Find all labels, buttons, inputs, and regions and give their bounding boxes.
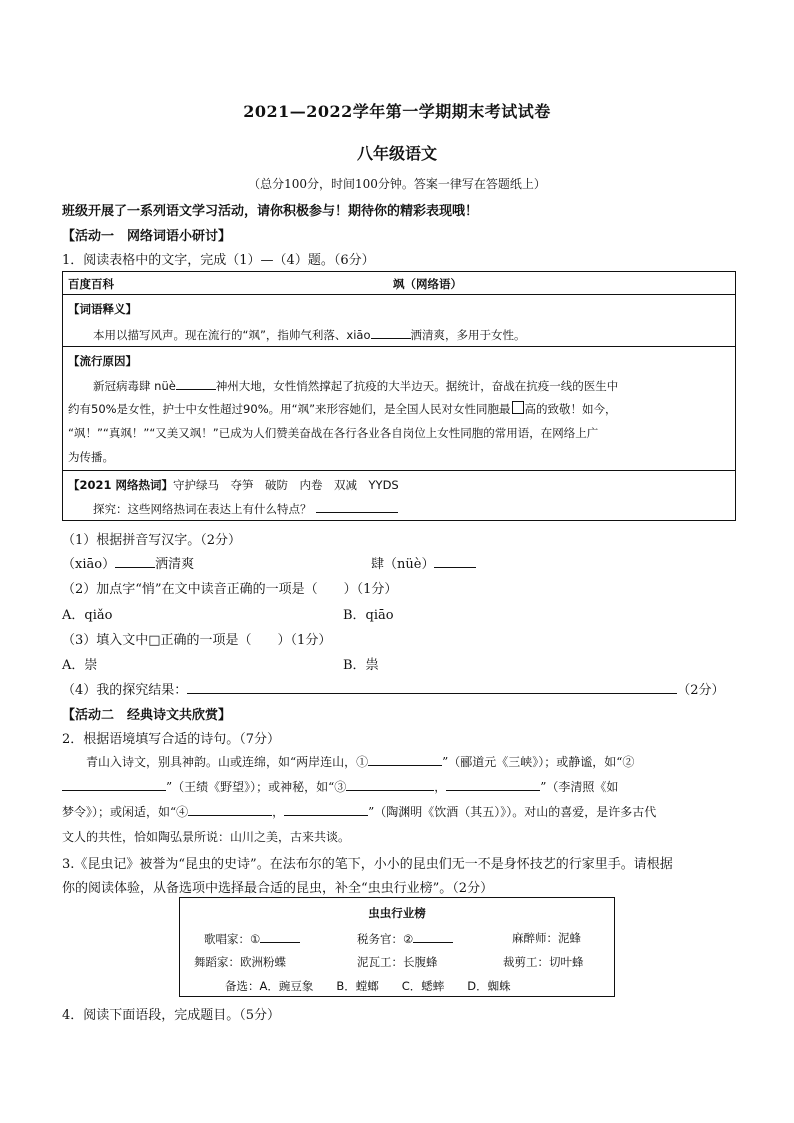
singer-blank[interactable] — [260, 930, 300, 943]
sub-question-1: （1）根据拼音写汉字。（2分） — [62, 533, 242, 548]
ranking-options: 备选：A．豌豆象 B．螳螂 C．蟋蟀 D．蜘蛛 — [225, 979, 511, 993]
poem-blank-1[interactable] — [368, 753, 442, 766]
poem-blank-2[interactable] — [62, 778, 166, 791]
table-hotwords-row — [63, 471, 735, 520]
poem-paragraph-line-1: 青山入诗文，别具神韵。山或连绵，如“两岸连山，① ”（郦道元《三峡》）；或静谧，如“② — [86, 755, 635, 769]
ranking-mason: 泥瓦工：长腹蜂 — [357, 955, 438, 969]
reason-line-4: 为传播。 — [68, 450, 114, 464]
question-1: 1．阅读表格中的文字，完成（1）—（4）题。（6分） — [62, 253, 375, 268]
exam-subtitle: 八年级语文 — [356, 144, 437, 163]
definition-text: 本用以描写风声。现在流行的“飒”，指帅气利落、xiāo 洒清爽，多用于女性。 — [93, 328, 526, 342]
explore-blank[interactable] — [316, 500, 398, 513]
option-2b[interactable]: B．qiāo — [343, 608, 394, 623]
exploration-answer-blank[interactable] — [187, 681, 677, 694]
ranking-singer: 歌唱家：① — [204, 930, 300, 947]
poem-blank-3b[interactable] — [446, 778, 540, 791]
poem-paragraph-line-3: 梦令》）；或闲适，如“④ ， ”（陶渊明《饮酒（其五）》）。对山的喜爱，是许多古代 — [62, 805, 657, 819]
table-reason-row — [63, 347, 735, 471]
explore-line: 探究：这些网络热词在表达上有什么特点？ — [93, 500, 398, 517]
reason-line-1: 新冠病毒肆 nüè 神州大地，女性悄然撑起了抗疫的大半边天。据统计，奋战在抗疫一线的医生中 — [93, 379, 619, 393]
sub-question-1a: （xiāo） 洒清爽 — [62, 557, 195, 572]
missing-char-box — [512, 401, 524, 414]
option-3a[interactable]: A．崇 — [62, 658, 98, 673]
option-3b[interactable]: B．祟 — [343, 658, 379, 673]
activity1-heading: 【活动一 网络词语小研讨】 — [62, 229, 232, 244]
reason-blank[interactable] — [176, 377, 216, 390]
hotwords-line: 【2021 网络热词】守护绿马 夺笋 破防 内卷 双减 YYDS — [68, 478, 399, 492]
question-3-line-2: 你的阅读体验，从备选项中选择最合适的昆虫，补全“虫虫行业榜”。（2分） — [62, 881, 494, 896]
poem-blank-4b[interactable] — [284, 803, 368, 816]
activity2-heading: 【活动二 经典诗文共欣赏】 — [62, 708, 232, 723]
reason-line-2: 约有50%是女性，护士中女性超过90%。用“飒”来形容她们，是全国人民对女性同胞最 高的致敬！如今， — [68, 402, 617, 416]
exam-title: 2021—2022学年第一学期期末考试试卷 — [243, 102, 551, 121]
poem-blank-4a[interactable] — [188, 803, 272, 816]
question-4: 4．阅读下面语段，完成题目。（5分） — [62, 1008, 281, 1023]
ranking-title: 虫虫行业榜 — [368, 906, 426, 920]
sub-question-3: （3）填入文中□正确的一项是（ ）（1分） — [62, 633, 332, 648]
intro-text: 班级开展了一系列语文学习活动，请你积极参与！期待你的精彩表现哦！ — [62, 204, 479, 219]
question-2: 2．根据语境填写合适的诗句。（7分） — [62, 732, 281, 747]
reason-line-3: “飒！”“真飒！”“又美又飒！”已成为人们赞美奋战在各行各业各自岗位上女性同胞的常用语，在网络上广 — [68, 426, 599, 440]
question-3-line-1: 3.《昆虫记》被誉为“昆虫的史诗”。在法布尔的笔下，小小的昆虫们无一不是身怀技艺的行家里手。请根据 — [62, 857, 673, 872]
table-header-row — [63, 272, 735, 295]
ranking-tax-officer: 税务官：② — [357, 930, 453, 947]
sub-question-1b: 肆（nüè） — [371, 553, 476, 572]
ranking-anesthetist: 麻醉师：泥蜂 — [512, 931, 581, 945]
sub-question-4: （4）我的探究结果： （2分） — [62, 683, 725, 698]
option-2a[interactable]: A．qiǎo — [62, 608, 113, 623]
tax-officer-blank[interactable] — [413, 930, 453, 943]
pinyin-blank-1[interactable] — [115, 555, 155, 568]
exam-note: （总分100分，时间100分钟。答案一律写在答题纸上） — [248, 177, 546, 191]
insect-ranking-box — [179, 897, 615, 997]
table-definition-row — [63, 295, 735, 347]
table-col-source: 百度百科 — [68, 277, 114, 291]
sub-question-2: （2）加点字“悄”在文中读音正确的一项是（ ）（1分） — [62, 582, 398, 597]
ranking-dancer: 舞蹈家：欧洲粉蝶 — [194, 955, 286, 969]
poem-paragraph-line-2: ”（王绩《野望》）；或神秘，如“③ ， ”（李清照《如 — [62, 778, 618, 795]
pinyin-blank-2[interactable] — [434, 555, 476, 568]
reason-heading: 【流行原因】 — [68, 354, 137, 368]
ranking-cutter: 裁剪工：切叶蜂 — [503, 955, 584, 969]
table-col-term: 飒（网络语） — [393, 277, 462, 291]
poem-blank-3a[interactable] — [346, 778, 434, 791]
poem-paragraph-line-4: 文人的共性，恰如陶弘景所说：山川之美，古来共谈。 — [62, 830, 351, 844]
definition-heading: 【词语释义】 — [68, 302, 137, 316]
definition-blank[interactable] — [371, 326, 411, 339]
encyclopedia-table — [62, 271, 736, 521]
